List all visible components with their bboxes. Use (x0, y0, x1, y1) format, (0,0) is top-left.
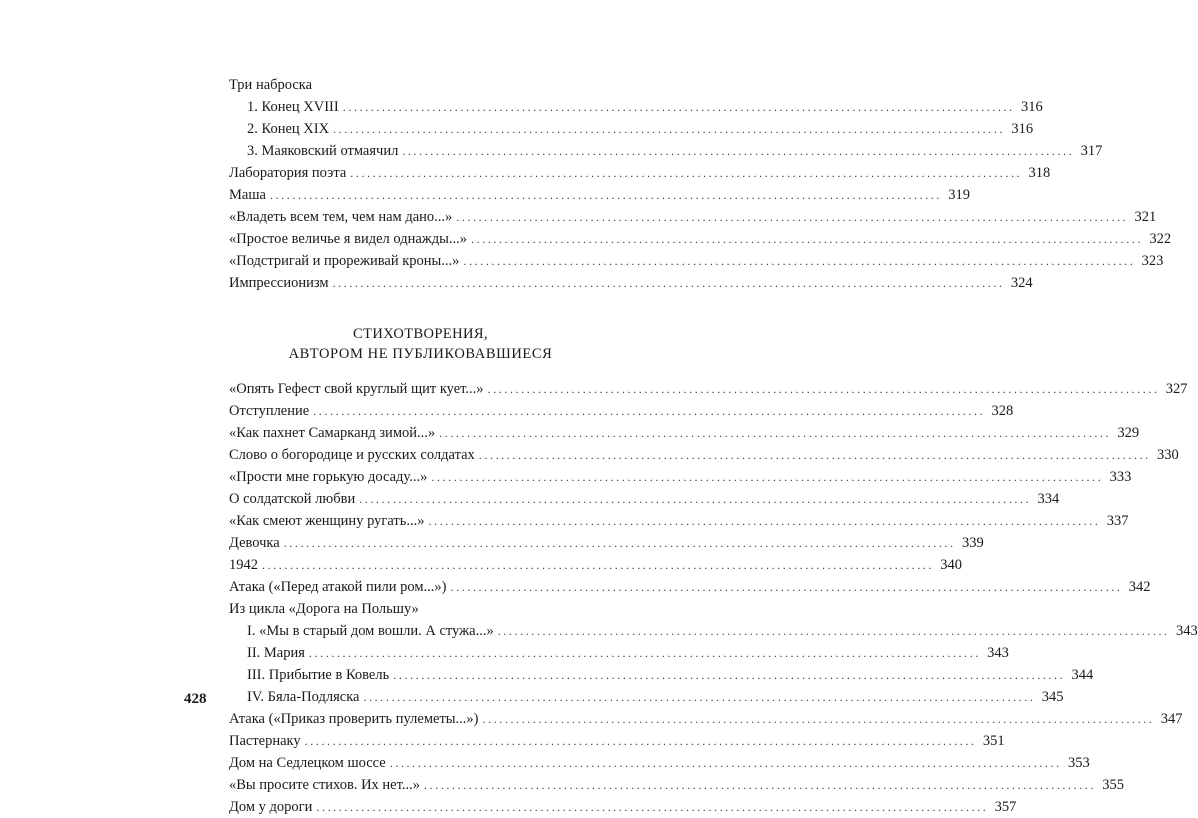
table-of-contents (229, 74, 1198, 818)
toc-entry-title: Из цикла «Дорога на Польшу» (229, 601, 419, 617)
toc-entry-page: 334 (1037, 491, 1060, 507)
dot-leader: ........................................................................................................................ (424, 778, 1096, 792)
toc-entry-title: «Как пахнет Самарканд зимой...» (229, 425, 436, 441)
toc-entry-title: «Опять Гефест свой круглый щит кует...» (229, 381, 484, 397)
toc-entry-title: Дом на Седлецком шоссе (229, 755, 386, 771)
toc-entry (229, 272, 1033, 294)
toc-entry (229, 140, 1103, 162)
toc-entry-title: IV. Бяла-Подляска (247, 689, 360, 705)
dot-leader: ........................................................................................................................ (262, 558, 934, 572)
toc-entry-title: «Владеть всем тем, чем нам дано...» (229, 209, 453, 225)
toc-entry (229, 184, 970, 206)
toc-entry (229, 74, 612, 96)
toc-group-1 (229, 74, 1172, 294)
toc-entry-title: 1. Конец XVIII (247, 99, 339, 115)
toc-entry-title: 2. Конец XIX (247, 121, 330, 137)
toc-entry (229, 664, 1094, 686)
toc-entry-title: Слово о богородице и русских солдатах (229, 447, 475, 463)
toc-entry (229, 796, 1017, 818)
dot-leader: ........................................................................................................................ (342, 100, 1015, 114)
dot-leader: ........................................................................................................................ (478, 448, 1151, 462)
toc-entry-title: О солдатской любви (229, 491, 356, 507)
toc-group-2 (229, 378, 1198, 818)
toc-entry-title: Атака («Перед атакой пили ром...») (229, 579, 447, 595)
dot-leader: ........................................................................................................................ (269, 188, 942, 202)
toc-entry-page: 319 (948, 187, 970, 203)
dot-leader: ........................................................................................................................ (363, 690, 1036, 704)
toc-entry-page: 345 (1041, 689, 1064, 705)
toc-entry-title: Атака («Приказ проверить пулеметы...») (229, 711, 479, 727)
toc-entry (229, 444, 1179, 466)
dot-leader: ........................................................................................................................ (456, 210, 1129, 224)
toc-entry-title: Три наброска (229, 77, 313, 93)
toc-entry (229, 206, 1157, 228)
section-heading (229, 324, 612, 364)
toc-entry (229, 752, 1090, 774)
toc-entry (229, 686, 1064, 708)
toc-entry-page: 328 (991, 403, 1014, 419)
toc-entry-title: «Подстригай и прореживай кроны...» (229, 253, 460, 269)
toc-entry-page: 318 (1028, 165, 1051, 181)
toc-entry (229, 162, 1051, 184)
toc-entry-title: I. «Мы в старый дом вошли. А стужа...» (247, 623, 494, 639)
dot-leader: ........................................................................................................................ (482, 712, 1155, 726)
dot-leader: ........................................................................................................................ (487, 382, 1160, 396)
dot-leader: ........................................................................................................................ (313, 404, 986, 418)
toc-entry-title: «Вы просите стихов. Их нет...» (229, 777, 420, 793)
toc-entry-page: 347 (1160, 711, 1183, 727)
toc-entry-page: 357 (994, 799, 1017, 815)
toc-entry (229, 466, 1132, 488)
toc-entry-title: Девочка (229, 535, 280, 551)
toc-entry-page: 342 (1128, 579, 1151, 595)
toc-entry-page: 329 (1117, 425, 1140, 441)
dot-leader: ........................................................................................................................ (350, 166, 1023, 180)
toc-entry (229, 118, 1034, 140)
page-number: 428 (184, 691, 207, 707)
toc-entry-page: 333 (1109, 469, 1132, 485)
dot-leader: ........................................................................................................................ (428, 514, 1101, 528)
dot-leader: ........................................................................................................................ (304, 734, 977, 748)
section-heading-line-2: АВТОРОМ НЕ ПУБЛИКОВАВШИЕСЯ (288, 346, 553, 362)
dot-leader: ........................................................................................................................ (463, 254, 1136, 268)
toc-entry-title: Дом у дороги (229, 799, 313, 815)
toc-entry-page: 327 (1165, 381, 1188, 397)
toc-entry-page: 355 (1102, 777, 1124, 793)
toc-entry-title: «Прости мне горькую досаду...» (229, 469, 428, 485)
toc-entry (229, 708, 1183, 730)
toc-entry (229, 620, 1198, 642)
toc-entry-title: «Как смеют женщину ругать...» (229, 513, 425, 529)
dot-leader: ........................................................................................................................ (439, 426, 1112, 440)
dot-leader: ........................................................................................................................ (359, 492, 1032, 506)
toc-entry-page: 321 (1134, 209, 1157, 225)
toc-entry (229, 228, 1172, 250)
dot-leader: ........................................................................................................................ (333, 122, 1006, 136)
toc-entry-title: 3. Маяковский отмаячил (247, 143, 399, 159)
toc-entry-page: 322 (1149, 231, 1172, 247)
dot-leader: ........................................................................................................................ (332, 276, 1005, 290)
toc-entry (229, 730, 1005, 752)
toc-entry (229, 576, 1151, 598)
toc-entry (229, 422, 1140, 444)
toc-entry-title: III. Прибытие в Ковель (247, 667, 390, 683)
toc-entry-title: Лаборатория поэта (229, 165, 347, 181)
dot-leader: ........................................................................................................................ (471, 232, 1144, 246)
toc-entry (229, 554, 962, 576)
toc-entry-page: 344 (1071, 667, 1094, 683)
toc-entry-page: 353 (1067, 755, 1090, 771)
toc-entry-page: 324 (1010, 275, 1033, 291)
dot-leader: ........................................................................................................................ (389, 756, 1062, 770)
dot-leader: ........................................................................................................................ (283, 536, 956, 550)
toc-entry-page: 330 (1157, 447, 1179, 463)
dot-leader: ........................................................................................................................ (393, 668, 1066, 682)
toc-entry-title: 1942 (229, 557, 258, 573)
toc-entry-title: Маша (229, 187, 266, 203)
section-heading-line-1: СТИХОТВОРЕНИЯ, (353, 326, 488, 342)
toc-entry-title: II. Мария (247, 645, 305, 661)
dot-leader: ........................................................................................................................ (431, 470, 1104, 484)
toc-entry-page: 337 (1106, 513, 1129, 529)
toc-entry-page: 316 (1020, 99, 1043, 115)
toc-entry-page: 323 (1141, 253, 1164, 269)
dot-leader: ........................................................................................................................ (497, 624, 1170, 638)
toc-entry (229, 598, 612, 620)
dot-leader: ........................................................................................................................ (402, 144, 1075, 158)
toc-entry (229, 642, 1009, 664)
dot-leader: ........................................................................................................................ (450, 580, 1123, 594)
toc-entry-page: 343 (987, 645, 1009, 661)
toc-entry-page: 316 (1011, 121, 1034, 137)
toc-entry (229, 488, 1060, 510)
toc-entry-title: Отступление (229, 403, 310, 419)
toc-entry (229, 250, 1164, 272)
toc-entry (229, 400, 1014, 422)
toc-entry-page: 317 (1080, 143, 1103, 159)
dot-leader: ........................................................................................................................ (308, 646, 981, 660)
dot-leader: ........................................................................................................................ (316, 800, 989, 814)
toc-entry (229, 774, 1124, 796)
toc-entry-page: 343 (1175, 623, 1198, 639)
toc-entry-title: «Простое величье я видел однажды...» (229, 231, 468, 247)
toc-entry-page: 351 (982, 733, 1005, 749)
toc-entry-page: 340 (940, 557, 962, 573)
toc-entry-page: 339 (961, 535, 984, 551)
toc-entry (229, 532, 984, 554)
toc-entry-title: Пастернаку (229, 733, 301, 749)
toc-entry (229, 378, 1188, 400)
toc-entry (229, 96, 1043, 118)
toc-entry-title: Импрессионизм (229, 275, 329, 291)
toc-entry (229, 510, 1129, 532)
